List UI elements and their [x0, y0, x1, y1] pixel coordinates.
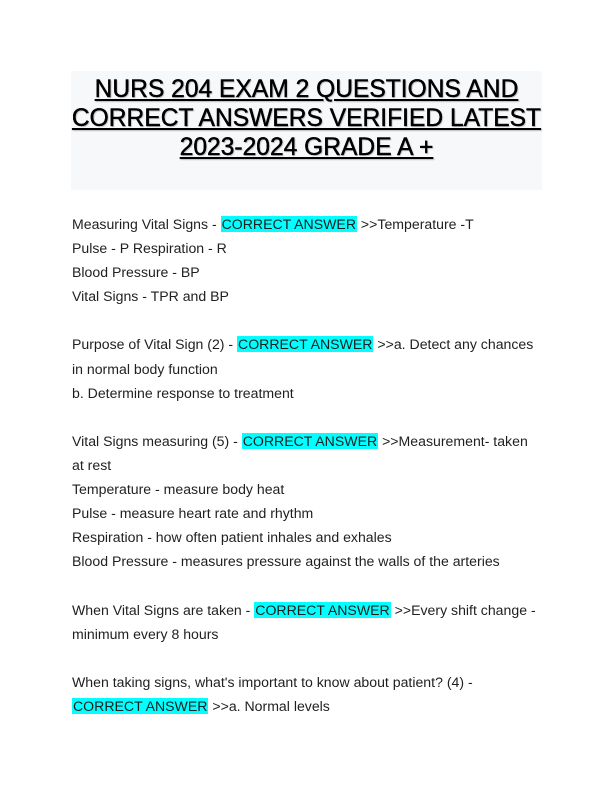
- answer-line: Pulse - measure heart rate and rhythm: [72, 505, 314, 522]
- question-text: Purpose of Vital Sign (2) -: [72, 336, 238, 353]
- answer-text: >>Every shift change -: [390, 601, 536, 618]
- answer-text: >>a. Normal levels: [208, 697, 330, 714]
- title-line-1: NURS 204 EXAM 2 QUESTIONS AND: [94, 76, 519, 103]
- correct-answer-label: CORRECT ANSWER: [73, 697, 208, 714]
- answer-line: Pulse - P Respiration - R: [72, 240, 227, 257]
- question-text: Vital Signs measuring (5) -: [72, 432, 242, 449]
- answer-line: Respiration - how often patient inhales and exhales: [72, 529, 392, 546]
- title-line-2: CORRECT ANSWERS VERIFIED LATEST: [71, 105, 542, 132]
- correct-answer-label: CORRECT ANSWER: [238, 336, 373, 353]
- qa-item: [72, 332, 542, 404]
- answer-line: b. Determine response to treatment: [72, 384, 294, 401]
- correct-answer-label: CORRECT ANSWER: [242, 432, 378, 449]
- qa-item: [72, 670, 542, 718]
- qa-item: [72, 429, 542, 574]
- answer-line: Vital Signs - TPR and BP: [72, 288, 229, 305]
- qa-item: [72, 212, 542, 308]
- title-banner: [71, 71, 542, 190]
- correct-answer-label: CORRECT ANSWER: [221, 216, 357, 232]
- answer-line: at rest: [72, 456, 112, 473]
- question-text: When taking signs, what's important to know about patient? (4) -: [72, 673, 473, 690]
- document-body: [72, 212, 542, 742]
- answer-line: Blood Pressure - measures pressure against the walls of the arteries: [72, 553, 500, 570]
- answer-line: minimum every 8 hours: [72, 625, 219, 642]
- title-line-3: 2023-2024 GRADE A +: [179, 134, 434, 161]
- qa-item: [72, 598, 542, 646]
- answer-line: in normal body function: [72, 360, 218, 377]
- question-text: When Vital Signs are taken -: [72, 601, 255, 618]
- correct-answer-label: CORRECT ANSWER: [255, 601, 390, 618]
- answer-line: Temperature - measure body heat: [72, 481, 285, 498]
- answer-text: >>Temperature -T: [357, 216, 474, 232]
- answer-text: >>Measurement- taken: [378, 432, 528, 449]
- document-title: [71, 75, 542, 162]
- answer-line: Blood Pressure - BP: [72, 264, 200, 281]
- answer-text: >>a. Detect any chances: [373, 336, 534, 353]
- question-text: Measuring Vital Signs -: [72, 216, 221, 232]
